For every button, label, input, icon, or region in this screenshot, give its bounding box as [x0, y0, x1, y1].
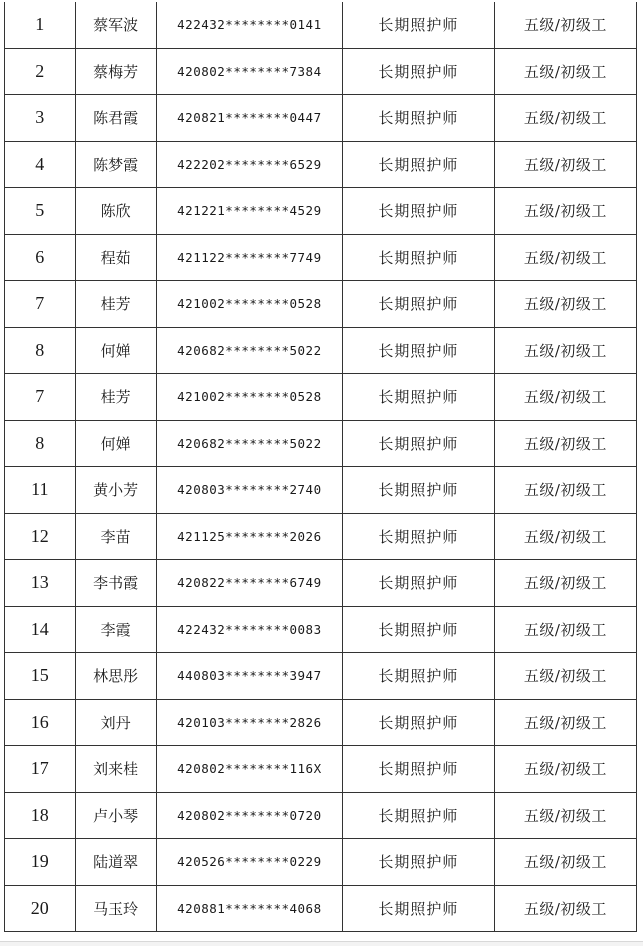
- person-name-cell: 陈欣: [75, 188, 156, 235]
- row-number-cell: 2: [5, 48, 76, 95]
- occupation-cell: 长期照护师: [343, 839, 495, 886]
- row-number-cell: 8: [5, 327, 76, 374]
- id-number-cell: 421122********7749: [156, 234, 342, 281]
- occupation-cell: 长期照护师: [343, 513, 495, 560]
- id-number-cell: 421221********4529: [156, 188, 342, 235]
- skill-level-cell: 五级/初级工: [494, 653, 636, 700]
- id-number-cell: 420682********5022: [156, 327, 342, 374]
- row-number-cell: 5: [5, 188, 76, 235]
- table-row: [5, 234, 637, 281]
- id-number-cell: 420881********4068: [156, 885, 342, 932]
- table-row: [5, 653, 637, 700]
- person-name-cell: 桂芳: [75, 374, 156, 421]
- occupation-cell: 长期照护师: [343, 234, 495, 281]
- skill-level-cell: 五级/初级工: [494, 420, 636, 467]
- page-bottom-edge: [0, 941, 643, 946]
- row-number-cell: 6: [5, 234, 76, 281]
- person-name-cell: 李霞: [75, 606, 156, 653]
- row-number-cell: 16: [5, 699, 76, 746]
- skill-level-cell: 五级/初级工: [494, 95, 636, 142]
- occupation-cell: 长期照护师: [343, 699, 495, 746]
- row-number-cell: 20: [5, 885, 76, 932]
- occupation-cell: 长期照护师: [343, 653, 495, 700]
- person-name-cell: 蔡梅芳: [75, 48, 156, 95]
- occupation-cell: 长期照护师: [343, 606, 495, 653]
- id-number-cell: 420802********0720: [156, 792, 342, 839]
- id-number-cell: 420822********6749: [156, 560, 342, 607]
- id-number-cell: 420802********7384: [156, 48, 342, 95]
- table-row: [5, 2, 637, 48]
- skill-level-cell: 五级/初级工: [494, 885, 636, 932]
- table-row: [5, 606, 637, 653]
- certificate-roster-table: [4, 2, 637, 932]
- person-name-cell: 马玉玲: [75, 885, 156, 932]
- table-row: [5, 327, 637, 374]
- skill-level-cell: 五级/初级工: [494, 560, 636, 607]
- person-name-cell: 刘丹: [75, 699, 156, 746]
- table-row: [5, 374, 637, 421]
- id-number-cell: 420803********2740: [156, 467, 342, 514]
- id-number-cell: 422202********6529: [156, 141, 342, 188]
- occupation-cell: 长期照护师: [343, 420, 495, 467]
- person-name-cell: 蔡军波: [75, 2, 156, 48]
- table-row: [5, 141, 637, 188]
- table-row: [5, 885, 637, 932]
- skill-level-cell: 五级/初级工: [494, 2, 636, 48]
- row-number-cell: 7: [5, 374, 76, 421]
- table-row: [5, 560, 637, 607]
- skill-level-cell: 五级/初级工: [494, 746, 636, 793]
- table-row: [5, 746, 637, 793]
- person-name-cell: 程茹: [75, 234, 156, 281]
- occupation-cell: 长期照护师: [343, 48, 495, 95]
- skill-level-cell: 五级/初级工: [494, 327, 636, 374]
- occupation-cell: 长期照护师: [343, 327, 495, 374]
- id-number-cell: 422432********0083: [156, 606, 342, 653]
- table-row: [5, 467, 637, 514]
- skill-level-cell: 五级/初级工: [494, 513, 636, 560]
- table-row: [5, 188, 637, 235]
- id-number-cell: 440803********3947: [156, 653, 342, 700]
- occupation-cell: 长期照护师: [343, 281, 495, 328]
- person-name-cell: 李书霞: [75, 560, 156, 607]
- occupation-cell: 长期照护师: [343, 95, 495, 142]
- person-name-cell: 卢小琴: [75, 792, 156, 839]
- id-number-cell: 420526********0229: [156, 839, 342, 886]
- skill-level-cell: 五级/初级工: [494, 141, 636, 188]
- skill-level-cell: 五级/初级工: [494, 48, 636, 95]
- occupation-cell: 长期照护师: [343, 374, 495, 421]
- row-number-cell: 8: [5, 420, 76, 467]
- occupation-cell: 长期照护师: [343, 560, 495, 607]
- person-name-cell: 何婵: [75, 420, 156, 467]
- row-number-cell: 1: [5, 2, 76, 48]
- skill-level-cell: 五级/初级工: [494, 606, 636, 653]
- row-number-cell: 17: [5, 746, 76, 793]
- skill-level-cell: 五级/初级工: [494, 467, 636, 514]
- id-number-cell: 420682********5022: [156, 420, 342, 467]
- person-name-cell: 陈君霞: [75, 95, 156, 142]
- occupation-cell: 长期照护师: [343, 188, 495, 235]
- table-row: [5, 281, 637, 328]
- table-row: [5, 792, 637, 839]
- person-name-cell: 陈梦霞: [75, 141, 156, 188]
- row-number-cell: 14: [5, 606, 76, 653]
- table-row: [5, 839, 637, 886]
- id-number-cell: 421002********0528: [156, 281, 342, 328]
- occupation-cell: 长期照护师: [343, 141, 495, 188]
- row-number-cell: 13: [5, 560, 76, 607]
- person-name-cell: 桂芳: [75, 281, 156, 328]
- skill-level-cell: 五级/初级工: [494, 188, 636, 235]
- occupation-cell: 长期照护师: [343, 2, 495, 48]
- person-name-cell: 刘来桂: [75, 746, 156, 793]
- occupation-cell: 长期照护师: [343, 467, 495, 514]
- person-name-cell: 陆道翠: [75, 839, 156, 886]
- id-number-cell: 420802********116X: [156, 746, 342, 793]
- skill-level-cell: 五级/初级工: [494, 792, 636, 839]
- table-row: [5, 513, 637, 560]
- skill-level-cell: 五级/初级工: [494, 281, 636, 328]
- person-name-cell: 李苗: [75, 513, 156, 560]
- occupation-cell: 长期照护师: [343, 885, 495, 932]
- id-number-cell: 421002********0528: [156, 374, 342, 421]
- table-row: [5, 420, 637, 467]
- roster-table: [4, 2, 637, 932]
- table-row: [5, 699, 637, 746]
- row-number-cell: 11: [5, 467, 76, 514]
- id-number-cell: 420821********0447: [156, 95, 342, 142]
- roster-body: [5, 2, 637, 932]
- person-name-cell: 何婵: [75, 327, 156, 374]
- skill-level-cell: 五级/初级工: [494, 374, 636, 421]
- skill-level-cell: 五级/初级工: [494, 839, 636, 886]
- row-number-cell: 7: [5, 281, 76, 328]
- skill-level-cell: 五级/初级工: [494, 699, 636, 746]
- occupation-cell: 长期照护师: [343, 792, 495, 839]
- row-number-cell: 18: [5, 792, 76, 839]
- id-number-cell: 422432********0141: [156, 2, 342, 48]
- skill-level-cell: 五级/初级工: [494, 234, 636, 281]
- row-number-cell: 19: [5, 839, 76, 886]
- table-row: [5, 48, 637, 95]
- id-number-cell: 420103********2826: [156, 699, 342, 746]
- id-number-cell: 421125********2026: [156, 513, 342, 560]
- person-name-cell: 黄小芳: [75, 467, 156, 514]
- table-row: [5, 95, 637, 142]
- person-name-cell: 林思彤: [75, 653, 156, 700]
- row-number-cell: 4: [5, 141, 76, 188]
- row-number-cell: 3: [5, 95, 76, 142]
- row-number-cell: 15: [5, 653, 76, 700]
- occupation-cell: 长期照护师: [343, 746, 495, 793]
- row-number-cell: 12: [5, 513, 76, 560]
